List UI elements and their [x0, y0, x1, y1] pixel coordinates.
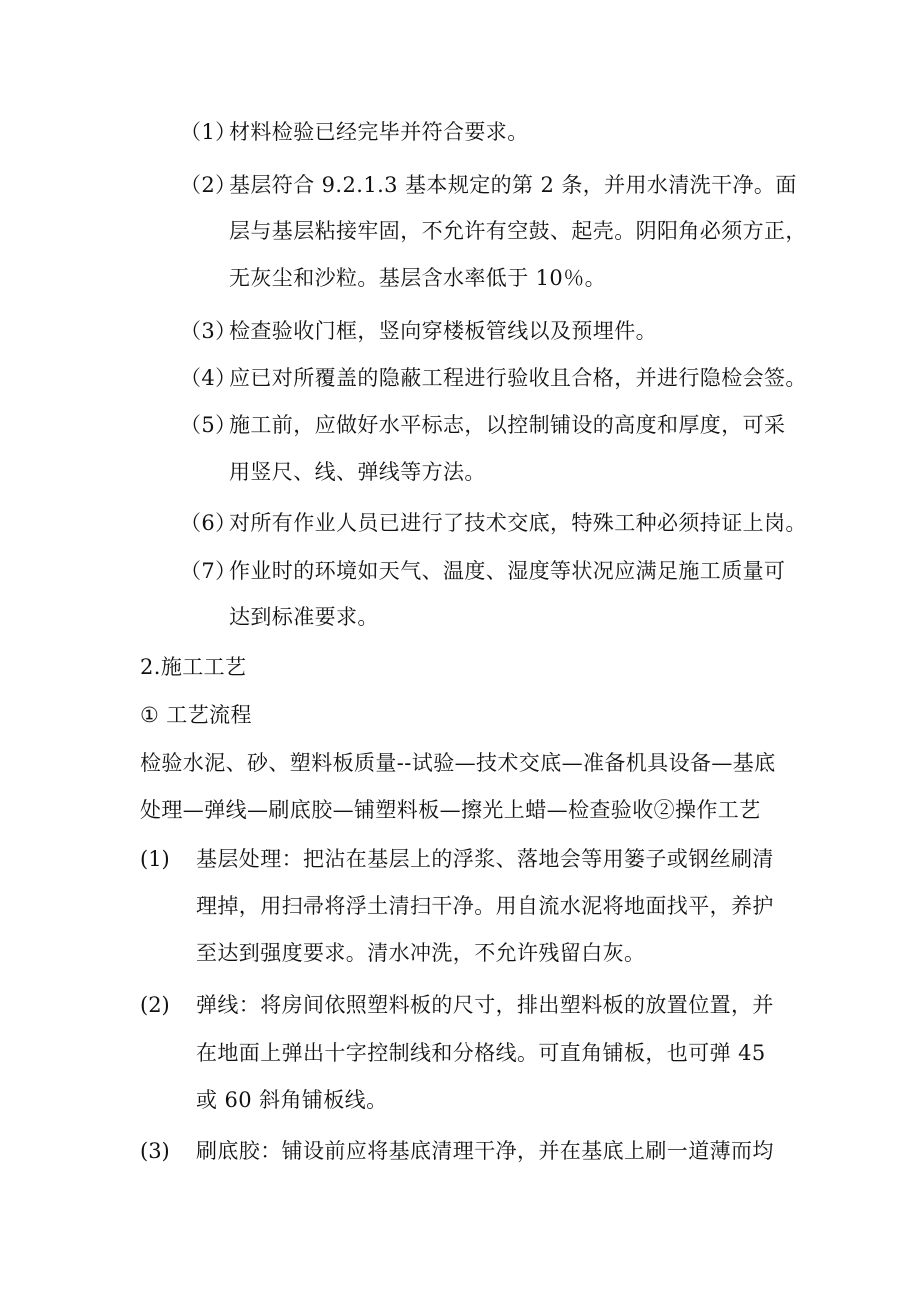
op-item-2-line-3: 或 60 斜角铺板线。 [196, 1088, 388, 1112]
prep-item-7-line-2: 达到标准要求。 [229, 605, 379, 629]
op-item-1-line-2: 理掉，用扫帚将浮土清扫干净。用自流水泥将地面找平，养护 [196, 894, 774, 918]
op-item-1-number: (1) [140, 847, 170, 871]
prep-item-4-line-1: 应已对所覆盖的隐蔽工程进行验收且合格，并进行隐检会签。 [229, 366, 807, 390]
op-item-2-line-2: 在地面上弹出十字控制线和分格线。可直角铺板，也可弹 45 [196, 1041, 766, 1065]
prep-item-4-number: （4） [180, 366, 237, 390]
op-item-3-line-1: 刷底胶：铺设前应将基底清理干净，并在基底上刷一道薄而均 [196, 1139, 774, 1163]
prep-item-5-line-2: 用竖尺、线、弹线等方法。 [229, 460, 486, 484]
prep-item-5-line-1: 施工前，应做好水平标志，以控制铺设的高度和厚度，可采 [229, 413, 786, 437]
op-item-1-line-3: 至达到强度要求。清水冲洗，不允许残留白灰。 [196, 941, 646, 965]
prep-item-6-line-1: 对所有作业人员已进行了技术交底，特殊工种必须持证上岗。 [229, 511, 807, 535]
prep-item-2-number: （2） [180, 173, 237, 197]
section-title: 2.施工工艺 [140, 655, 247, 679]
flow-line-1: 检验水泥、砂、塑料板质量--试验—技术交底—准备机具设备—基底 [140, 751, 776, 775]
prep-item-2-line-2: 层与基层粘接牢固，不允许有空鼓、起壳。阴阳角必须方正， [229, 219, 807, 243]
prep-item-3-number: （3） [180, 319, 237, 343]
op-item-3-number: (3) [140, 1139, 170, 1163]
op-item-1-line-1: 基层处理：把沾在基层上的浮浆、落地会等用篓子或钢丝刷清 [196, 847, 774, 871]
op-item-2-line-1: 弹线：将房间依照塑料板的尺寸，排出塑料板的放置位置，并 [196, 993, 774, 1017]
op-item-2-number: (2) [140, 993, 170, 1017]
prep-item-2-line-1: 基层符合 9.2.1.3 基本规定的第 2 条，并用水清洗干净。面 [229, 173, 797, 197]
flow-line-2: 处理—弹线—刷底胶—铺塑料板—擦光上蜡—检查验收②操作工艺 [140, 798, 761, 822]
prep-item-3-line-1: 检查验收门框，竖向穿楼板管线以及预埋件。 [229, 319, 657, 343]
prep-item-7-line-1: 作业时的环境如天气、温度、湿度等状况应满足施工质量可 [229, 559, 786, 583]
subsection-title: ① 工艺流程 [140, 703, 252, 727]
prep-item-1-line-1: 材料检验已经完毕并符合要求。 [229, 120, 529, 144]
prep-item-5-number: （5） [180, 413, 237, 437]
prep-item-6-number: （6） [180, 511, 237, 535]
prep-item-2-line-3: 无灰尘和沙粒。基层含水率低于 10％。 [229, 266, 606, 290]
prep-item-7-number: （7） [180, 559, 237, 583]
prep-item-1-number: （1） [180, 120, 237, 144]
